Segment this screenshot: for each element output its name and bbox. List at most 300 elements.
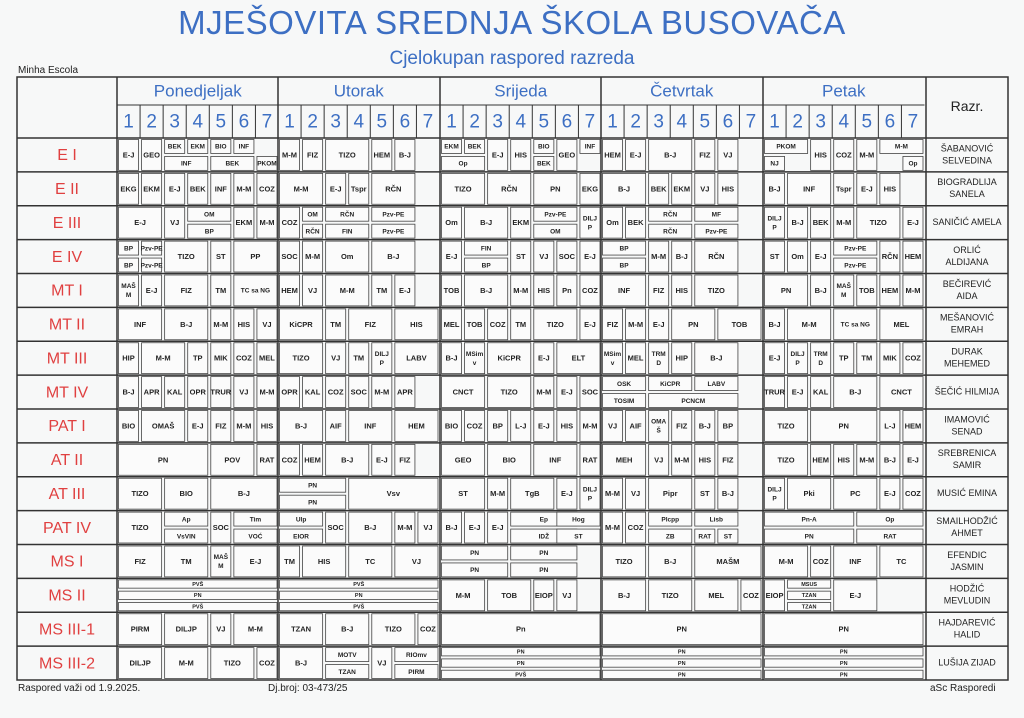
- period-number: 1: [284, 111, 295, 133]
- lesson-label: E-J: [629, 150, 642, 160]
- lesson-label: MEL: [627, 353, 644, 363]
- lesson-label: RAT: [698, 533, 712, 541]
- lesson-label: E-J: [584, 319, 596, 329]
- lesson-label: OSK: [617, 380, 632, 388]
- day-header: Utorak: [333, 81, 384, 101]
- period-number: 7: [261, 111, 273, 133]
- lesson-cell: [649, 343, 669, 374]
- lesson-label: PIRM: [130, 624, 150, 634]
- lesson-label: COZ: [582, 285, 598, 295]
- lesson-cell: [465, 343, 485, 374]
- lesson-label: TgB: [524, 489, 540, 499]
- lesson-label: VJ: [377, 658, 387, 668]
- lesson-label: VJ: [411, 556, 422, 566]
- class-name: MS III-1: [38, 621, 96, 639]
- lesson-label: E-J: [860, 184, 873, 194]
- lesson-label: Pzv-PE: [382, 228, 405, 236]
- lesson-label: PKOM: [776, 143, 796, 151]
- lesson-label: M-M: [155, 353, 171, 363]
- lesson-label: OMA: [651, 418, 667, 426]
- lesson-label: HEM: [604, 150, 621, 160]
- lesson-label: M-M: [801, 319, 817, 329]
- lesson-label: RAT: [582, 455, 598, 465]
- lesson-label: TIZO: [223, 658, 241, 668]
- lesson-label: TZAN: [801, 604, 817, 611]
- lesson-label: SOC: [350, 387, 367, 397]
- lesson-label: PCNCM: [681, 397, 706, 405]
- lesson-label: VJ: [216, 624, 226, 634]
- period-number: 3: [330, 111, 341, 133]
- lesson-label: Pn: [515, 624, 526, 634]
- lesson-label: ST: [700, 489, 710, 499]
- lesson-label: M-M: [178, 658, 194, 668]
- page-subtitle: Cjelokupan raspored razreda: [389, 48, 635, 69]
- lesson-label: M-M: [859, 150, 875, 160]
- lesson-label: LABV: [707, 380, 726, 388]
- lesson-label: BIO: [179, 489, 193, 499]
- lesson-label: v: [472, 359, 477, 367]
- lesson-label: HEM: [881, 285, 899, 295]
- lesson-label: COZ: [281, 455, 298, 465]
- lesson-label: BEK: [650, 184, 667, 194]
- lesson-label: B-J: [237, 489, 250, 499]
- lesson-label: TZAN: [801, 593, 817, 600]
- lesson-label: COZ: [812, 556, 829, 566]
- lesson-label: P: [587, 495, 593, 503]
- lesson-label: AIF: [629, 421, 642, 431]
- lesson-label: COZ: [489, 319, 506, 329]
- lesson-label: M-M: [651, 252, 667, 262]
- lesson-label: MEH: [615, 455, 633, 465]
- lesson-label: EKM: [235, 218, 253, 228]
- lesson-label: HIS: [514, 150, 528, 160]
- lesson-label: TOB: [501, 590, 518, 600]
- lesson-cell: [603, 343, 623, 374]
- lesson-label: DILJ: [767, 215, 782, 223]
- teacher-name: SELVEDINA: [942, 155, 992, 166]
- teacher-name: EMRAH: [950, 324, 984, 335]
- lesson-label: VJ: [262, 319, 272, 329]
- lesson-label: BIO: [121, 421, 136, 431]
- lesson-label: HIS: [883, 184, 897, 194]
- lesson-label: P: [772, 224, 777, 232]
- lesson-cell: [788, 343, 808, 374]
- period-number: 2: [307, 111, 318, 133]
- lesson-label: ST: [769, 252, 780, 262]
- lesson-label: TOB: [858, 285, 875, 295]
- software-credit: aSc Rasporedi: [930, 683, 996, 694]
- lesson-label: B-J: [883, 455, 896, 465]
- lesson-label: FIN: [341, 228, 353, 236]
- period-number: 5: [861, 111, 873, 133]
- class-name: AT III: [48, 485, 86, 503]
- lesson-label: E-J: [561, 489, 573, 499]
- lesson-label: TOSIM: [613, 397, 635, 405]
- lesson-label: Pzv-PE: [844, 262, 867, 270]
- lesson-label: Pzv-PE: [382, 211, 405, 219]
- lesson-label: TIZO: [707, 285, 725, 295]
- lesson-label: Plcpp: [661, 516, 680, 524]
- lesson-label: TIZO: [454, 184, 472, 194]
- lesson-label: M: [841, 292, 847, 300]
- lesson-label: COZ: [281, 218, 298, 228]
- lesson-label: TIZO: [869, 218, 887, 228]
- lesson-label: HIS: [675, 285, 689, 295]
- class-name: MT IV: [45, 384, 89, 402]
- lesson-label: KiCPR: [497, 353, 521, 363]
- lesson-label: M-M: [778, 556, 794, 566]
- lesson-label: TRM: [813, 350, 828, 358]
- lesson-label: TOB: [443, 285, 460, 295]
- lesson-label: E-J: [122, 150, 135, 160]
- lesson-label: COZ: [235, 353, 252, 363]
- lesson-cell: [811, 343, 831, 374]
- lesson-label: E-J: [145, 285, 158, 295]
- lesson-label: TZAN: [291, 624, 312, 634]
- lesson-label: Hog: [572, 516, 585, 524]
- lesson-label: M-M: [859, 455, 875, 465]
- lesson-label: IDŽ: [538, 533, 550, 541]
- lesson-label: OMAŠ: [151, 421, 175, 431]
- lesson-label: M-M: [305, 252, 321, 262]
- lesson-label: PVŠ: [353, 581, 365, 588]
- teacher-name: SENAD: [951, 426, 983, 437]
- lesson-label: RAT: [883, 533, 897, 541]
- lesson-label: VJ: [239, 387, 249, 397]
- lesson-label: HIP: [675, 353, 689, 363]
- lesson-label: TC sa NG: [840, 321, 870, 329]
- lesson-label: Vsv: [386, 489, 401, 499]
- lesson-label: M-M: [628, 319, 644, 329]
- lesson-label: RČN: [663, 228, 678, 236]
- lesson-label: PVŠ: [515, 672, 527, 679]
- lesson-label: SOC: [281, 252, 298, 262]
- teacher-name: HALID: [953, 629, 981, 640]
- lesson-label: BP: [492, 421, 503, 431]
- period-number: 5: [538, 111, 550, 133]
- lesson-label: PIRM: [408, 668, 425, 676]
- lesson-label: SOC: [581, 387, 599, 397]
- lesson-label: P: [379, 359, 384, 367]
- lesson-label: E-J: [537, 353, 550, 363]
- lesson-label: E-J: [768, 353, 781, 363]
- lesson-label: PN: [539, 567, 549, 575]
- period-number: 3: [169, 111, 180, 133]
- teacher-name: BIOGRADLIJA: [937, 177, 997, 188]
- lesson-label: PN: [539, 550, 549, 558]
- lesson-cell: [765, 207, 785, 238]
- teacher-name: SREBRENICA: [937, 448, 997, 459]
- lesson-label: M-M: [213, 319, 229, 329]
- lesson-label: MSim: [603, 350, 622, 358]
- lesson-label: FIZ: [676, 421, 688, 431]
- lesson-label: PN: [354, 593, 363, 600]
- lesson-label: D: [818, 359, 824, 367]
- lesson-label: TM: [376, 285, 388, 295]
- class-name: PAT I: [48, 418, 86, 436]
- teacher-name: MUSIĆ EMINA: [936, 488, 998, 499]
- lesson-label: INF: [180, 160, 192, 168]
- lesson-label: HIS: [260, 421, 274, 431]
- lesson-label: TZAN: [338, 668, 356, 676]
- lesson-label: E-J: [791, 387, 804, 397]
- lesson-label: BEK: [536, 160, 551, 168]
- lesson-label: DILJ: [767, 486, 782, 494]
- lesson-label: PN: [838, 624, 849, 634]
- lesson-label: HIS: [537, 285, 551, 295]
- lesson-label: ELT: [571, 353, 586, 363]
- reference-number: Dj.broj: 03-473/25: [268, 683, 348, 694]
- lesson-label: L-J: [515, 421, 527, 431]
- lesson-label: B-J: [768, 319, 781, 329]
- lesson-label: DILJ: [582, 215, 598, 223]
- lesson-label: INF: [584, 143, 596, 151]
- period-number: 4: [515, 111, 527, 133]
- lesson-label: MEL: [893, 319, 910, 329]
- period-number: 1: [446, 111, 457, 133]
- period-number: 7: [907, 111, 919, 133]
- period-number: 1: [607, 111, 618, 133]
- lesson-label: B-J: [768, 184, 781, 194]
- lesson-label: MIK: [883, 353, 897, 363]
- lesson-label: EIOP: [534, 590, 553, 600]
- teacher-name: ŠEČIĆ HILMIJA: [934, 386, 1000, 397]
- period-number: 6: [399, 111, 411, 133]
- lesson-label: PN: [677, 672, 686, 679]
- lesson-label: PP: [250, 252, 261, 262]
- lesson-cell: [649, 411, 669, 442]
- lesson-label: SOC: [327, 523, 344, 533]
- period-number: 4: [353, 111, 365, 133]
- period-number: 6: [561, 111, 573, 133]
- lesson-label: HEM: [812, 455, 830, 465]
- lesson-label: OM: [550, 228, 561, 236]
- lesson-label: TP: [838, 353, 849, 363]
- lesson-label: TIZO: [661, 590, 679, 600]
- lesson-label: SOC: [558, 252, 576, 262]
- lesson-label: FIZ: [215, 421, 227, 431]
- lesson-label: RČN: [663, 211, 678, 219]
- lesson-cell: [765, 478, 785, 509]
- lesson-label: M-M: [605, 489, 621, 499]
- lesson-label: HEM: [281, 285, 298, 295]
- lesson-label: EKM: [673, 184, 691, 194]
- class-name: PAT IV: [42, 519, 92, 537]
- lesson-label: KAL: [304, 387, 321, 397]
- lesson-label: E-J: [249, 556, 262, 566]
- teacher-name: SANELA: [949, 189, 985, 200]
- period-number: 5: [699, 111, 711, 133]
- lesson-label: B-J: [295, 421, 308, 431]
- period-number: 2: [469, 111, 480, 133]
- lesson-label: BIO: [215, 143, 227, 151]
- lesson-label: COZ: [627, 523, 644, 533]
- lesson-label: HEM: [904, 421, 922, 431]
- lesson-label: TC: [365, 556, 376, 566]
- lesson-label: VJ: [700, 184, 710, 194]
- period-number: 1: [123, 111, 134, 133]
- lesson-label: PN: [688, 319, 699, 329]
- lesson-label: COZ: [259, 184, 275, 194]
- lesson-label: BEK: [467, 143, 482, 151]
- lesson-label: TM: [330, 319, 342, 329]
- lesson-label: BIO: [502, 455, 516, 465]
- lesson-label: BEK: [189, 184, 206, 194]
- lesson-label: FIZ: [699, 150, 711, 160]
- lesson-label: HEM: [408, 421, 425, 431]
- lesson-label: PN: [839, 672, 848, 679]
- lesson-label: PN: [838, 421, 849, 431]
- lesson-label: B-J: [445, 523, 458, 533]
- lesson-label: INF: [364, 421, 377, 431]
- teacher-name: SANIČIĆ AMELA: [932, 217, 1002, 228]
- lesson-label: VJ: [539, 252, 549, 262]
- lesson-label: E-J: [849, 590, 862, 600]
- lesson-cell: [211, 546, 231, 577]
- lesson-label: DILJ: [374, 350, 389, 358]
- lesson-label: COZ: [905, 489, 921, 499]
- lesson-label: CNCT: [891, 387, 912, 397]
- lesson-label: Pki: [803, 489, 815, 499]
- lesson-label: M-M: [605, 523, 621, 533]
- lesson-label: PVŠ: [192, 604, 204, 611]
- lesson-label: E-J: [491, 523, 504, 533]
- lesson-label: RČN: [340, 211, 355, 219]
- lesson-label: LABV: [406, 353, 427, 363]
- lesson-label: Tspr: [350, 184, 367, 194]
- lesson-label: VJ: [331, 353, 341, 363]
- lesson-label: PN: [308, 482, 318, 490]
- lesson-label: M-M: [247, 624, 263, 634]
- lesson-label: M-M: [455, 590, 471, 600]
- lesson-label: EKM: [444, 143, 459, 151]
- lesson-label: TM: [215, 285, 227, 295]
- lesson-cell: [580, 478, 600, 509]
- lesson-label: NJ: [770, 160, 779, 168]
- lesson-label: M-M: [905, 285, 921, 295]
- period-number: 3: [653, 111, 664, 133]
- lesson-label: TIZO: [777, 421, 795, 431]
- lesson-label: EKM: [143, 184, 160, 194]
- lesson-label: FIZ: [722, 455, 734, 465]
- lesson-label: PKOM: [257, 160, 277, 168]
- lesson-label: DILJP: [129, 658, 151, 668]
- lesson-label: OM: [307, 211, 318, 219]
- day-header: Srijeda: [494, 81, 548, 101]
- lesson-label: ST: [515, 252, 526, 262]
- lesson-label: MAŠ: [121, 283, 136, 291]
- lesson-label: PN: [516, 649, 525, 656]
- lesson-label: HIS: [698, 455, 712, 465]
- lesson-label: Om: [445, 218, 458, 228]
- period-number: 7: [745, 111, 757, 133]
- lesson-label: E-J: [134, 218, 146, 228]
- lesson-label: B-J: [791, 218, 804, 228]
- lesson-label: BP: [481, 262, 491, 270]
- lesson-label: GEO: [558, 150, 576, 160]
- lesson-label: ST: [216, 252, 226, 262]
- lesson-label: E-J: [445, 252, 458, 262]
- lesson-label: DILJ: [582, 486, 598, 494]
- lesson-label: E-J: [584, 252, 596, 262]
- lesson-label: HIS: [410, 319, 423, 329]
- lesson-label: E-J: [168, 184, 181, 194]
- teacher-name: AIDA: [956, 290, 978, 301]
- class-name: E IV: [51, 248, 83, 266]
- lesson-label: VJ: [308, 285, 318, 295]
- lesson-label: FIZ: [134, 556, 146, 566]
- lesson-label: VOĆ: [248, 533, 263, 541]
- teacher-name: JASMIN: [950, 561, 984, 572]
- lesson-label: GEO: [143, 150, 160, 160]
- lesson-label: Lisb: [709, 516, 724, 524]
- lesson-label: M-M: [582, 421, 598, 431]
- lesson-label: TIZO: [384, 624, 402, 634]
- lesson-label: B-J: [398, 150, 411, 160]
- lesson-label: MIK: [213, 353, 228, 363]
- lesson-label: INF: [618, 285, 631, 295]
- lesson-label: Pn: [562, 285, 572, 295]
- lesson-label: E-J: [652, 319, 665, 329]
- lesson-label: SOC: [212, 523, 229, 533]
- lesson-label: RČN: [385, 184, 402, 194]
- lesson-label: INF: [214, 184, 227, 194]
- lesson-label: OPR: [189, 387, 206, 397]
- lesson-label: Tspr: [835, 184, 852, 194]
- lesson-label: FIZ: [606, 319, 619, 329]
- class-name: MS III-2: [38, 655, 96, 673]
- lesson-label: Š: [656, 427, 661, 435]
- lesson-label: COZ: [743, 590, 759, 600]
- lesson-label: COZ: [259, 658, 275, 668]
- lesson-label: BP: [204, 228, 214, 236]
- lesson-label: E-J: [907, 455, 919, 465]
- lesson-label: E-J: [375, 455, 388, 465]
- lesson-label: CNCT: [452, 387, 474, 397]
- lesson-label: E-J: [191, 421, 204, 431]
- lesson-label: MEL: [708, 590, 725, 600]
- lesson-label: PN: [308, 499, 318, 507]
- lesson-label: EIOR: [293, 533, 310, 541]
- lesson-label: TOB: [731, 319, 748, 329]
- lesson-label: Op: [885, 516, 895, 524]
- class-name: E III: [52, 214, 82, 232]
- lesson-label: Pzv-PE: [844, 245, 867, 253]
- lesson-label: M: [218, 563, 224, 571]
- lesson-label: M-M: [236, 184, 252, 194]
- lesson-label: HIS: [721, 184, 735, 194]
- page-title: MJEŠOVITA SREDNJA ŠKOLA BUSOVAČA: [178, 4, 846, 41]
- lesson-label: M-M: [236, 421, 252, 431]
- lesson-label: GEO: [454, 455, 472, 465]
- teacher-name: HAJDAREVIĆ: [938, 617, 996, 628]
- lesson-label: ST: [458, 489, 468, 499]
- lesson-label: FIZ: [180, 285, 192, 295]
- lesson-label: E-J: [884, 489, 896, 499]
- teacher-name: BEČIREVIĆ: [942, 278, 992, 289]
- lesson-label: COZ: [327, 387, 344, 397]
- lesson-label: VJ: [654, 455, 664, 465]
- lesson-cell: [834, 275, 854, 306]
- lesson-label: Ulp: [295, 516, 307, 524]
- lesson-label: OPR: [281, 387, 298, 397]
- lesson-label: E-J: [491, 150, 504, 160]
- class-name: MT II: [48, 316, 86, 334]
- lesson-label: TC: [896, 556, 907, 566]
- lesson-label: PN: [470, 550, 480, 558]
- lesson-label: FIZ: [364, 319, 376, 329]
- lesson-label: P: [772, 495, 777, 503]
